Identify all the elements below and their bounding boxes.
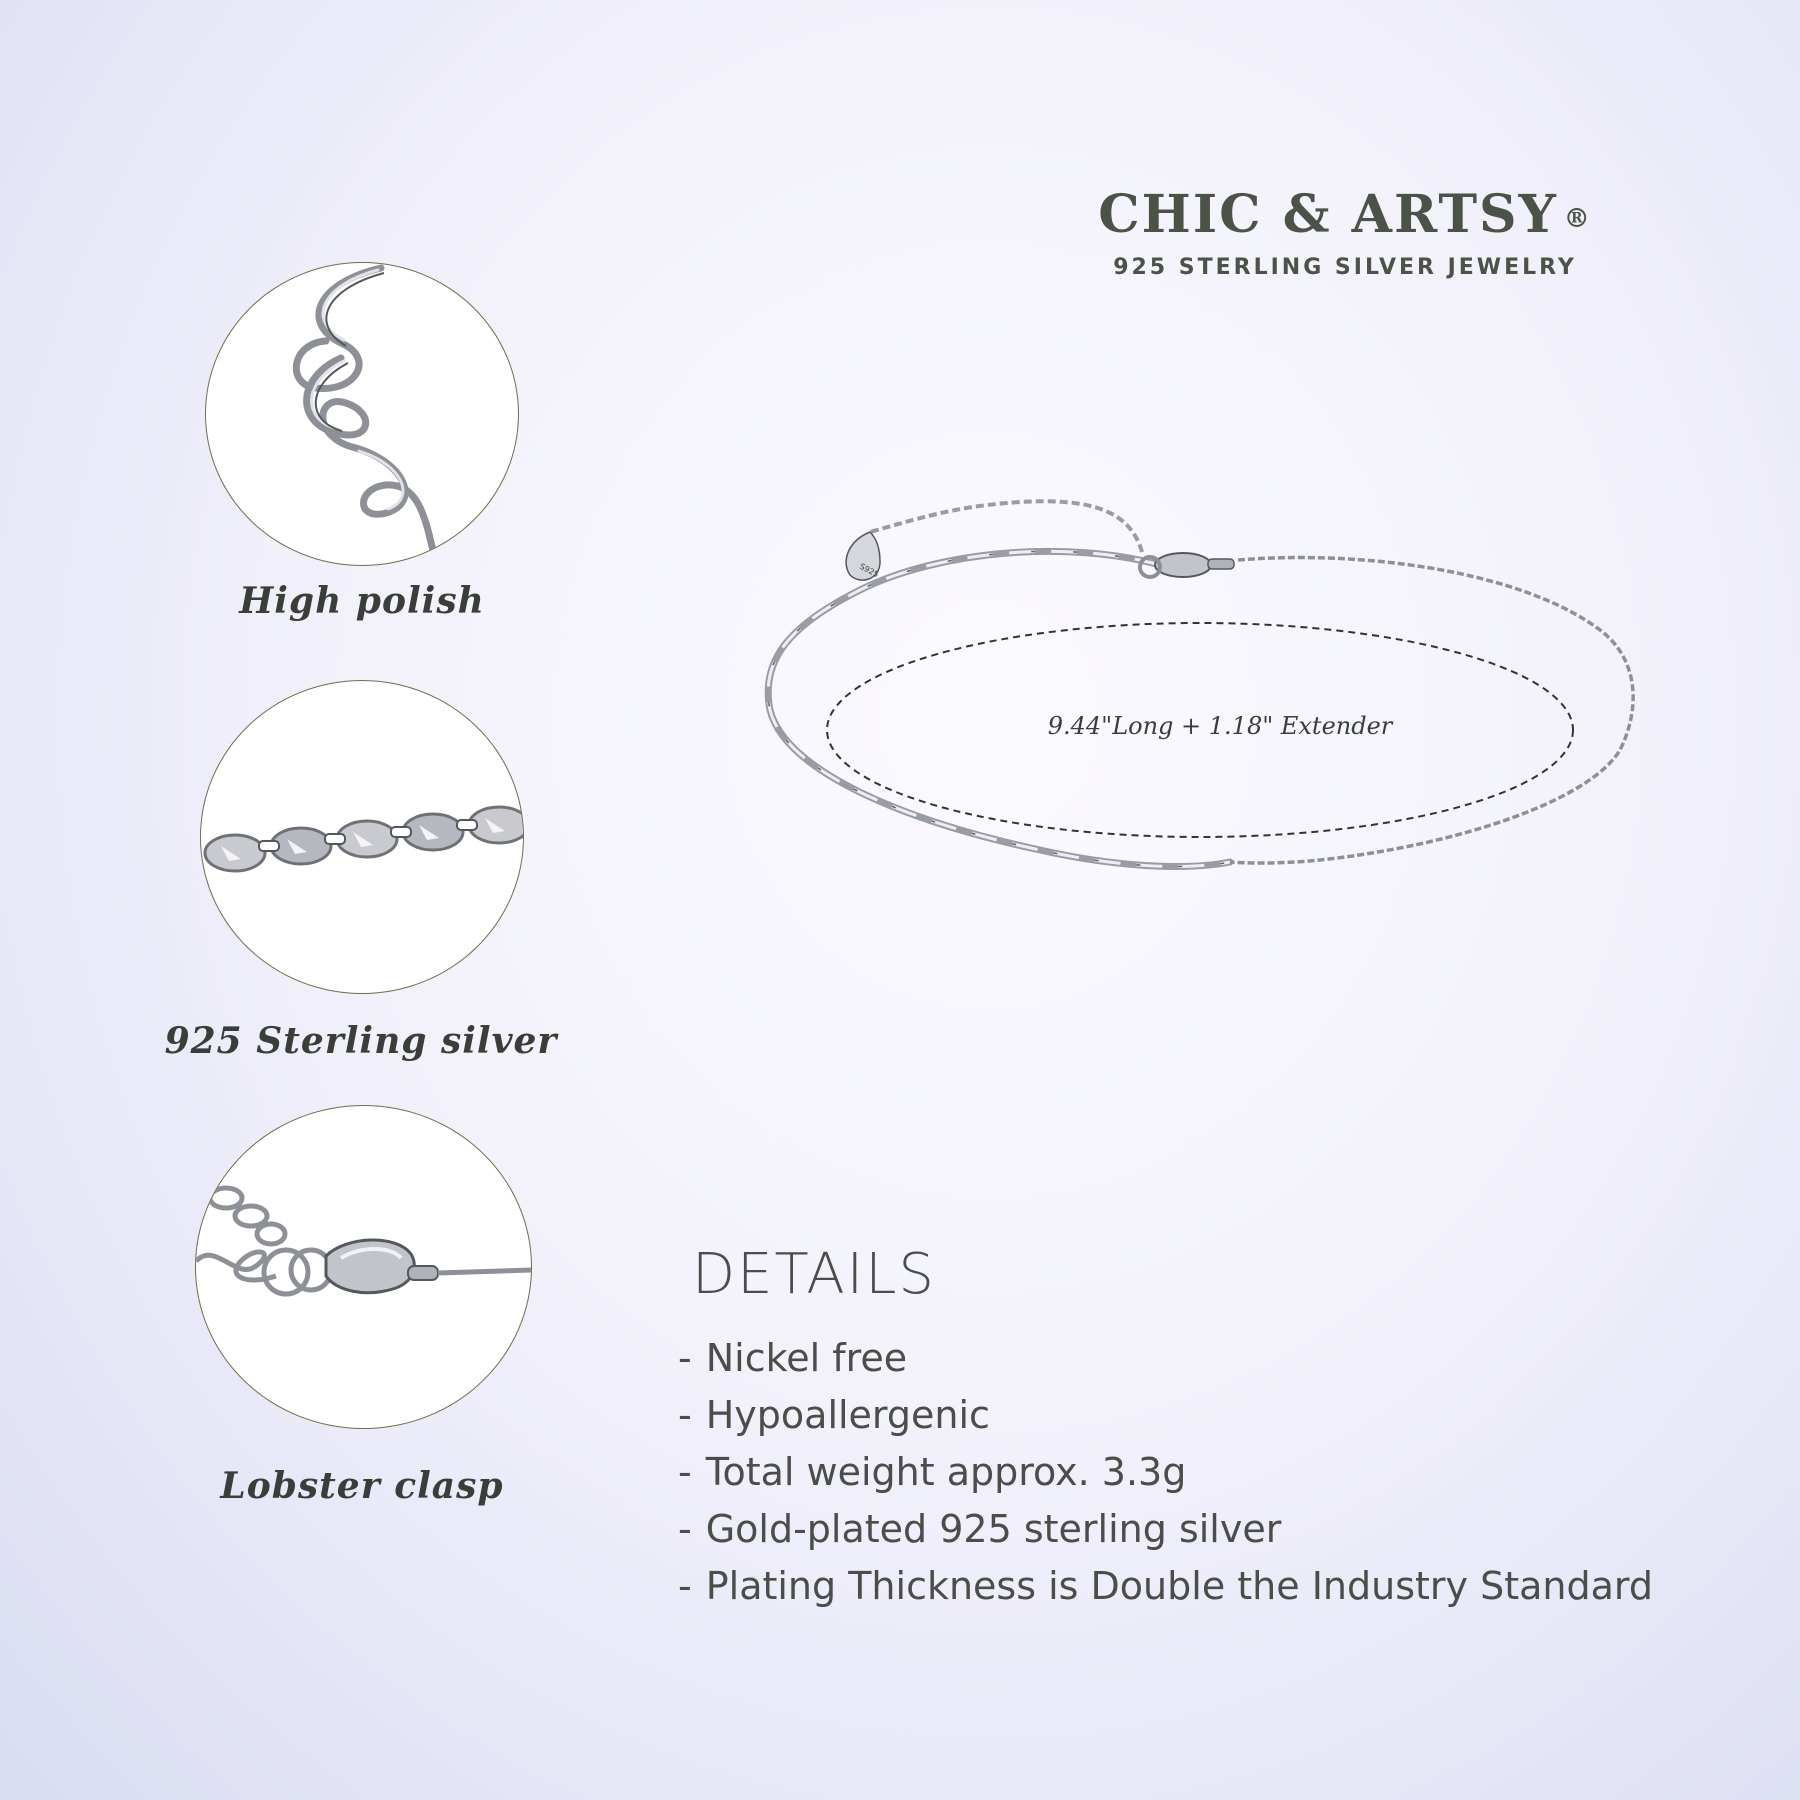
- list-item: [678, 1387, 1653, 1444]
- list-item: [678, 1444, 1653, 1501]
- list-item: [678, 1558, 1653, 1615]
- feature-caption-high-polish: High polish: [239, 580, 485, 622]
- detail-plating: Gold-plated 925 sterling silver: [705, 1507, 1282, 1551]
- infinity-chain-closeup-icon: [205, 262, 519, 566]
- bullet-dash: -: [678, 1507, 692, 1551]
- brand-tagline: 925 STERLING SILVER JEWELRY: [1113, 255, 1577, 280]
- detail-nickel-free: Nickel free: [705, 1336, 908, 1380]
- detail-hypoallergenic: Hypoallergenic: [705, 1393, 990, 1437]
- bullet-dash: -: [678, 1450, 692, 1494]
- detail-plating-thickness: Plating Thickness is Double the Industry Standard: [705, 1564, 1653, 1608]
- lobster-clasp-closeup-icon: [195, 1105, 532, 1429]
- brand-block: [1090, 185, 1600, 280]
- measurement-label: 9.44"Long + 1.18" Extender: [1047, 712, 1393, 740]
- cable-chain-closeup-icon: [200, 680, 524, 994]
- brand-name: [1090, 185, 1600, 245]
- feature-caption-sterling-silver: 925 Sterling silver: [164, 1020, 558, 1062]
- bullet-dash: -: [678, 1393, 692, 1437]
- registered-mark: ®: [1563, 204, 1592, 234]
- feature-caption-lobster-clasp: Lobster clasp: [220, 1465, 504, 1507]
- bullet-dash: -: [678, 1564, 692, 1608]
- brand-name-text: CHIC & ARTSY: [1098, 184, 1558, 245]
- details-title: DETAILS: [692, 1242, 936, 1307]
- list-item: [678, 1330, 1653, 1387]
- detail-weight: Total weight approx. 3.3g: [705, 1450, 1187, 1494]
- tag-stamp: S925: [858, 561, 881, 580]
- details-list: [678, 1330, 1653, 1615]
- bullet-dash: -: [678, 1336, 692, 1380]
- list-item: [678, 1501, 1653, 1558]
